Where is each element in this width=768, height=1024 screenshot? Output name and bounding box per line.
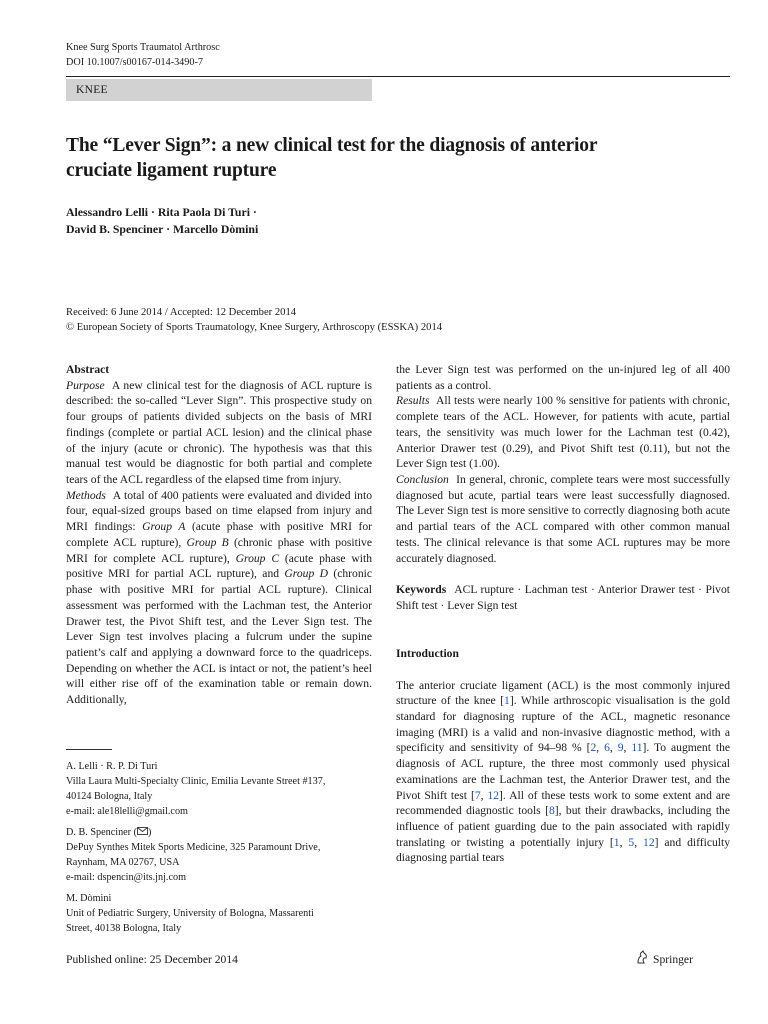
citation-separator: , (619, 835, 629, 849)
journal-name: Knee Surg Sports Traumatol Arthrosc (66, 42, 220, 53)
purpose-text: A new clinical test for the diagnosis of ACL rupture is described: the so-called “Lever Sign”. This prospective study on four groups of patients divided subjects on the basis of MRI findings (complete or partial ACL lesion) and the clinical phase of the injury (acute or chronic). The hypothesis was that this manual test would be diagnostic for both partial and complete tears of the ACL regardless of the elapsed time from injury. (66, 378, 372, 487)
citation-link[interactable]: 7 (474, 788, 481, 802)
affiliation-names: M. Dòmini (66, 893, 112, 904)
group-d-term: Group D (284, 567, 328, 581)
article-title (66, 133, 726, 183)
affiliation-address: Unit of Pediatric Surgery, University of Bologna, Massarenti (66, 908, 314, 919)
affiliation-address: 40124 Bologna, Italy (66, 791, 153, 802)
introduction-heading: Introduction (396, 646, 459, 660)
citation-link[interactable]: 12 (487, 788, 500, 802)
affiliation-names: D. B. Spenciner (66, 827, 132, 838)
citation-link[interactable]: 12 (643, 835, 655, 849)
intro-text: ] and difficulty diagnosing partial tears (396, 835, 731, 865)
intro-text: The anterior cruciate ligament (ACL) is the most commonly injured structure of the knee [ (396, 678, 730, 708)
methods-label: Methods (66, 488, 106, 502)
authors-line-2: David B. Spenciner · Marcello Dòmini (66, 222, 259, 236)
affiliation-names: A. Lelli · R. P. Di Turi (66, 761, 158, 772)
citation-separator: , (623, 741, 632, 755)
results-label: Results (396, 394, 430, 408)
conclusion-label: Conclusion (396, 473, 449, 487)
conclusion-text: In general, chronic, complete tears were most successfully diagnosed but acute, partial tears were least successfully diagnosed. The Lever Sign test is more sensitive to correctly diagnosing both acute and partial tears of the ACL compared with other common manual tests. The clinical relevance is that some ACL ruptures may be more accurately diagnosed. (396, 473, 730, 565)
citation-separator: , (634, 835, 644, 849)
spacer (396, 662, 730, 678)
doi: DOI 10.1007/s00167-014-3490-7 (66, 57, 203, 68)
abstract-column-right (396, 362, 730, 866)
citation-link[interactable]: 6 (604, 741, 610, 755)
group-a-term: Group A (142, 520, 186, 534)
affiliation-email[interactable]: e-mail: ale18lelli@gmail.com (66, 806, 188, 817)
group-b-term: Group B (186, 535, 229, 549)
authors-line-1: Alessandro Lelli · Rita Paola Di Turi · (66, 205, 257, 219)
abstract-purpose (66, 378, 372, 488)
methods-continued: the Lever Sign test was performed on the un-injured leg of all 400 patients as a control. (396, 363, 730, 392)
header-rule (66, 76, 730, 77)
citation-link[interactable]: 2 (590, 741, 597, 755)
affiliation-address: Villa Laura Multi-Specialty Clinic, Emilia Levante Street #137, (66, 776, 326, 787)
citation-link[interactable]: 11 (631, 741, 643, 755)
methods-text: (chronic phase with positive MRI for partial ACL rupture). Clinical assessment was performed with the Lachman test, the Anterior Drawer test, the Pivot Shift test, and the Lever Sign test. The Lever Sign test involves placing a fulcrum under the supine patient’s calf and applying a downward force to the quadriceps. Depending on whether the ACL is intact or not, the patient’s heel will either rise off of the examination table or remain down. Additionally, (66, 567, 372, 707)
citation-link[interactable]: 1 (613, 835, 620, 849)
envelope-icon (137, 825, 148, 840)
introduction-paragraph (396, 678, 730, 867)
keywords-label: Keywords (396, 583, 447, 597)
abstract-results (396, 393, 730, 472)
intro-text: ], but their drawbacks, including the influence of patient guarding due to the pain associated with rapidly translating or twisting a potentially injury [ (396, 804, 730, 849)
intro-text: ]. While arthroscopic visualisation is the gold standard for diagnosing rupture of the ACL, magnetic resonance imaging (MRI) is a valid and non-invasive diagnostic method, with a specificity and sensitivity of 94–98 % [ (396, 694, 730, 755)
affiliation-2 (66, 825, 372, 885)
title-line-2: cruciate ligament rupture (66, 160, 277, 181)
citation-separator: , (609, 741, 618, 755)
affiliation-3 (66, 891, 372, 936)
abstract-methods (66, 488, 372, 708)
citation-link[interactable]: 9 (617, 741, 624, 755)
keywords (396, 582, 730, 613)
results-text: All tests were nearly 100 % sensitive for patients with chronic, complete tears of the ACL. However, for patients with acute, partial tears, the sensitivity was much lower for the Lachman test (0.42), Anterior Drawer test (0.29), and Pivot Shift test (0.11), but not the Lever Sign test (1.00). (396, 394, 730, 471)
citation-separator: , (596, 741, 605, 755)
publication-dates (66, 305, 442, 335)
affiliation-names-row: D. B. Spenciner ( ) (66, 825, 372, 840)
affiliation-address: Street, 40138 Bologna, Italy (66, 923, 182, 934)
citation-separator: , (480, 788, 488, 802)
springer-horse-icon (635, 950, 649, 970)
affiliation-address: Raynham, MA 02767, USA (66, 857, 180, 869)
citation-link[interactable]: 8 (548, 804, 555, 818)
group-c-term: Group C (235, 551, 280, 565)
footnote-rule (66, 749, 112, 750)
keywords-text: ACL rupture · Lachman test · Anterior Drawer test · Pivot Shift test · Lever Sign test (396, 583, 730, 613)
title-line-1: The “Lever Sign”: a new clinical test for the diagnosis of anterior (66, 135, 598, 156)
methods-text: (chronic phase with positive MRI for complete ACL rupture), (66, 535, 372, 565)
journal-header (66, 40, 220, 70)
citation-link[interactable]: 5 (628, 835, 635, 849)
springer-logo (635, 950, 693, 970)
section-label: KNEE (66, 79, 372, 101)
received-accepted: Received: 6 June 2014 / Accepted: 12 December 2014 (66, 307, 297, 318)
affiliation-1 (66, 759, 372, 819)
affiliation-email[interactable]: e-mail: dspencin@its.jnj.com (66, 872, 187, 884)
citation-link[interactable]: 1 (504, 694, 510, 708)
abstract-heading: Abstract (66, 363, 110, 376)
methods-text: A total of 400 patients were evaluated and divided into four, equal-sized groups based on time elapsed from injury and MRI findings: (66, 488, 372, 534)
published-online: Published online: 25 December 2014 (66, 953, 238, 966)
methods-text: (acute phase with positive MRI for complete ACL rupture), (66, 520, 372, 549)
copyright-notice: © European Society of Sports Traumatology, Knee Surgery, Arthroscopy (ESSKA) 2014 (66, 322, 443, 333)
intro-text: ]. All of these tests work to some extent and are recommended diagnostic tools [ (396, 788, 730, 818)
author-list (66, 204, 258, 238)
intro-text: ]. To augment the diagnosis of ACL rupture, the three most commonly used physical examinations are the Lachman test, the Anterior Drawer test, and the Pivot Shift test [ (396, 741, 731, 802)
publisher-name: Springer (653, 953, 693, 966)
abstract-column-left (66, 362, 372, 708)
abstract-conclusion (396, 472, 730, 566)
purpose-label: Purpose (66, 378, 105, 392)
affiliation-address: DePuy Synthes Mitek Sports Medicine, 325 Paramount Drive, (66, 842, 321, 854)
methods-text: (acute phase with positive MRI for partial ACL rupture), and (66, 551, 372, 581)
